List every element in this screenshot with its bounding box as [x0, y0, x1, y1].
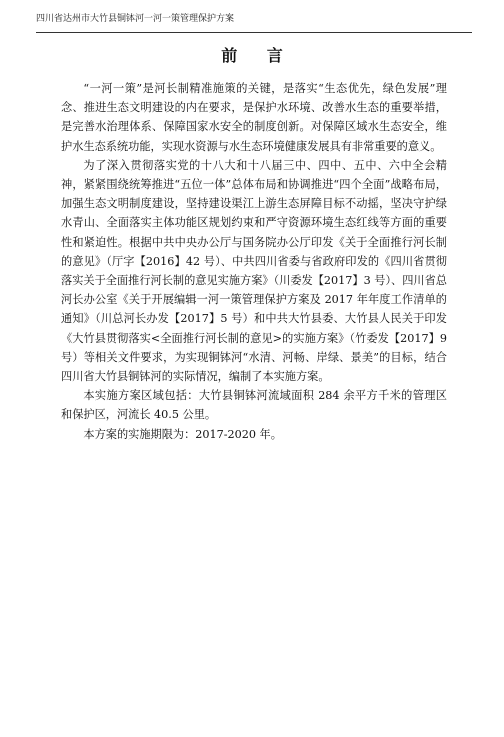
header-divider: [36, 32, 472, 33]
paragraph-scope: 本实施方案区域包括：大竹县铜钵河流域面积 284 余平方千米的管理区和保护区，河流长 40.5 公里。: [61, 389, 447, 422]
running-header: 四川省达州市大竹县铜钵河一河一策管理保护方案: [36, 14, 235, 24]
page-title: 前 言: [221, 46, 295, 65]
paragraph-period: 本方案的实施期限为：2017-2020 年。: [83, 427, 282, 441]
document-body: [61, 79, 447, 444]
paragraph-background: 为了深入贯彻落实党的十八大和十八届三中、四中、五中、六中全会精神，紧紧围绕统筹推进“五位一体”总体布局和协调推进“四个全面”战略布局，加强生态文明制度建设，坚持建设渠江上游生态屏障目标不动摇，坚决守护绿水青山、全面落实主体功能区规划约束和严守资源环境生态红线等方面的重要性和紧迫性。根据中共中央办公厅与国务院办公厅印发《关于全面推行河长制的意见》（厅字【2016】42 号）、中共四川省委与省政府印发的《四川省贯彻落实关于全面推行河长制的意见实施方案》（川委发【2017】3 号）、四川省总河长办公室《关于开展编辑一河一策管理保护方案及 2017 年年度工作清单的通知》（川总河长办发【2017】5 号）和中共大竹县委、大竹县人民关于印发《大竹县贯彻落实<全面推行河长制的意见>的实施方案》（竹委发【2017】9 号）等相关文件要求，为实现铜钵河“水清、河畅、岸绿、景美”的目标，结合四川省大竹县铜钵河的实际情况，编制了本实施方案。: [61, 158, 447, 384]
paragraph-intro: “一河一策”是河长制精准施策的关键，是落实“生态优先，绿色发展”理念、推进生态文明建设的内在要求，是保护水环境、改善水生态的重要举措，是完善水治理体系、保障国家水安全的制度创新。对保障区域水生态安全，维护水生态系统功能，实现水资源与水生态环境健康发展具有非常重要的意义。: [61, 82, 447, 153]
